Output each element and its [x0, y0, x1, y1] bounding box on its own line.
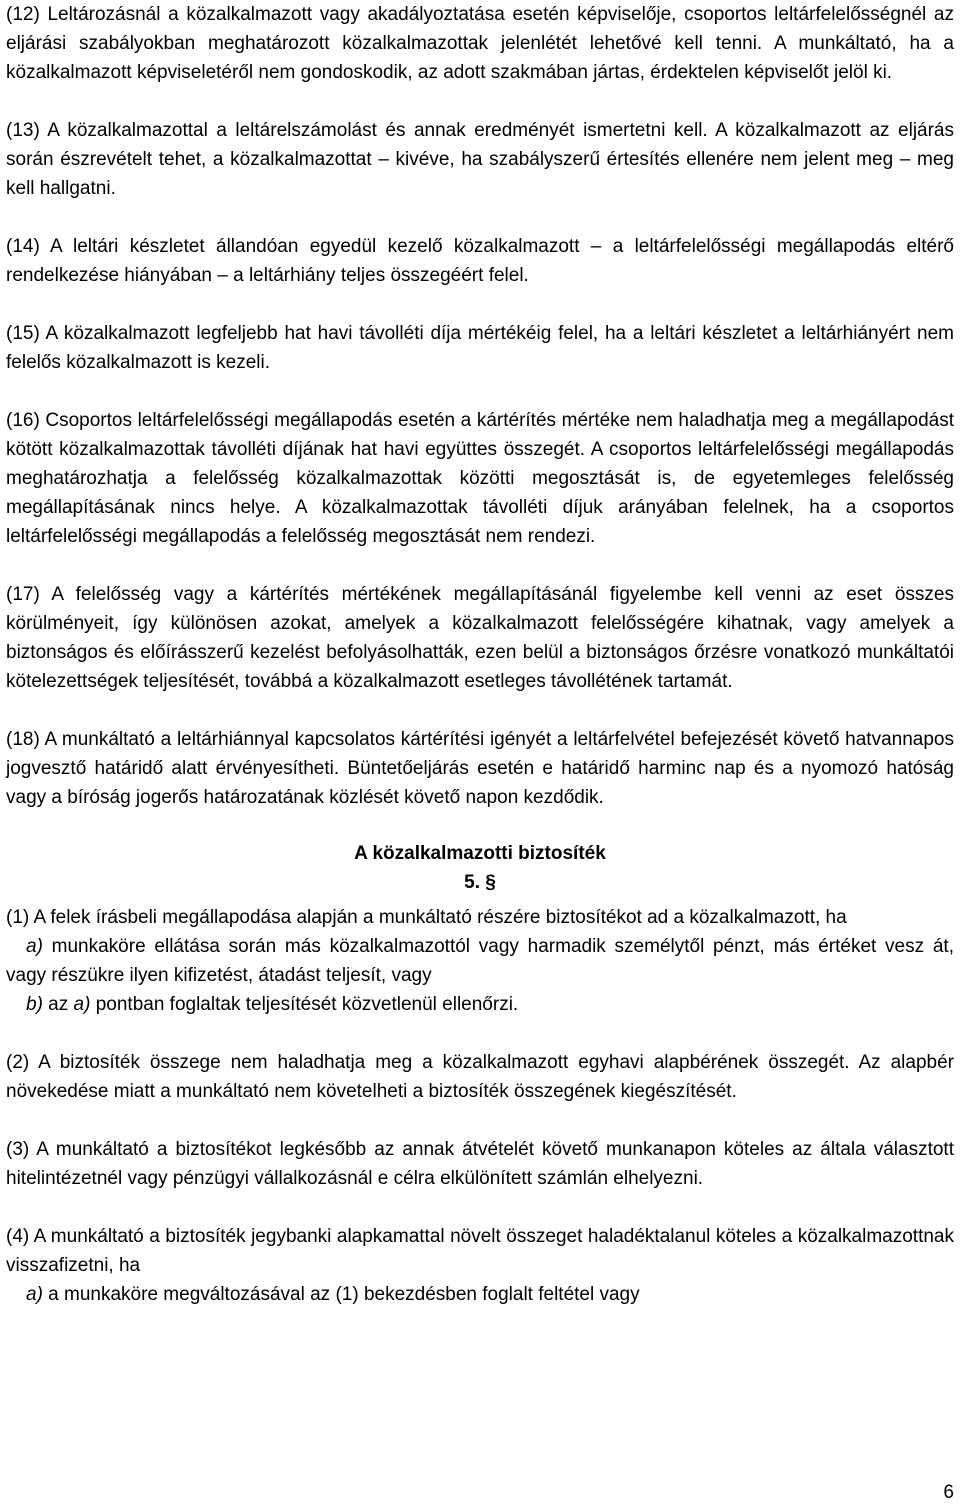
paragraph-2: (2) A biztosíték összege nem haladhatja meg a közalkalmazott egyhavi alapbérének összegét. Az alapbér növekedése miatt a munkáltató nem követelheti a biztosíték összegének kiegészítését. — [6, 1052, 954, 1102]
paragraph-4 — [6, 1222, 954, 1309]
paragraph-18: (18) A munkáltató a leltárhiánnyal kapcsolatos kártérítési igényét a leltárfelvétel befejezését követő hatvannapos jogvesztő határidő alatt érvényesítheti. Büntetőeljárás esetén e határidő harminc nap és a nyomozó hatóság vagy a bíróság jogerős határozatának közlését követő napon kezdődik. — [6, 729, 954, 808]
item-b-marker: b) — [26, 994, 43, 1015]
item-b-ref: a) — [73, 994, 91, 1015]
paragraph-16: (16) Csoportos leltárfelelősségi megállapodás esetén a kártérítés mértéke nem haladhatja meg a megállapodást kötött közalkalmazottak távolléti díjának hat havi együttes összegét. A csoportos leltárfelelősségi megállapodás meghatározhatja a felelősség közalkalmazottak közötti megosztását is, de egyetemleges felelősség megállapításának nincs helye. A közalkalmazottak távolléti díjuk arányában felelnek, ha a csoportos leltárfelelősségi megállapodás a felelősség megosztását nem rendezi. — [6, 410, 954, 547]
item-b-mid: az — [42, 994, 74, 1015]
item-b-text: pontban foglaltak teljesítését közvetlenül ellenőrzi. — [90, 994, 519, 1015]
document-page — [6, 0, 954, 1309]
paragraph-15: (15) A közalkalmazott legfeljebb hat havi távolléti díja mértékéig felel, ha a leltári készletet a leltárhiányért nem felelős közalkalmazott is kezeli. — [6, 323, 954, 373]
paragraph-1-item-a — [6, 932, 954, 990]
section-number: 5. § — [464, 872, 496, 893]
paragraph-13: (13) A közalkalmazottal a leltárelszámolást és annak eredményét ismertetni kell. A közalkalmazott az eljárás során észrevételt tehet, a közalkalmazottat – kivéve, ha szabályszerű értesítés ellenére nem jelent meg – meg kell hallgatni. — [6, 120, 954, 199]
section-heading — [6, 839, 954, 897]
paragraph-3: (3) A munkáltató a biztosítékot legkésőbb az annak átvételét követő munkanapon köteles az általa választott hitelintézetnél vagy pénzügyi vállalkozásnál e célra elkülönített számlán elhelyezni. — [6, 1139, 954, 1189]
paragraph-14: (14) A leltári készletet állandóan egyedül kezelő közalkalmazott – a leltárfelelősségi megállapodás eltérő rendelkezése hiányában – a leltárhiány teljes összegéért felel. — [6, 236, 954, 286]
paragraph-1-item-b — [6, 990, 954, 1019]
paragraph-1 — [6, 903, 954, 1019]
page-number: 6 — [943, 1482, 954, 1503]
item-a-text: a munkaköre megváltozásával az (1) bekezdésben foglalt feltétel vagy — [42, 1284, 640, 1305]
item-a-text: munkaköre ellátása során más közalkalmazottól vagy harmadik személytől pénzt, más értéket vesz át, vagy részükre ilyen kifizetést, átadást teljesít, vagy — [6, 936, 954, 986]
paragraph-1-intro: (1) A felek írásbeli megállapodása alapján a munkáltató részére biztosítékot ad a közalkalmazott, ha — [6, 907, 847, 928]
item-a-marker: a) — [26, 936, 43, 957]
paragraph-17: (17) A felelősség vagy a kártérítés mértékének megállapításánál figyelembe kell venni az eset összes körülményeit, így különösen azokat, amelyek a közalkalmazott felelősségére kihatnak, vagy amelyek a biztonságos és előírásszerű kezelést befolyásolhatták, ezen belül a biztonságos őrzésre vonatkozó munkáltatói kötelezettségek teljesítését, továbbá a közalkalmazott esetleges távollétének tartamát. — [6, 584, 954, 692]
paragraph-4-intro: (4) A munkáltató a biztosíték jegybanki alapkamattal növelt összeget haladéktalanul köteles a közalkalmazottnak visszafizetni, ha — [6, 1226, 954, 1276]
item-a-marker: a) — [26, 1284, 43, 1305]
section-title: A közalkalmazotti biztosíték — [354, 843, 606, 864]
paragraph-12: (12) Leltározásnál a közalkalmazott vagy akadályoztatása esetén képviselője, csoportos leltárfelelősségnél az eljárási szabályokban meghatározott közalkalmazottak jelenlétét lehetővé kell tenni. A munkáltató, ha a közalkalmazott képviseletéről nem gondoskodik, az adott szakmában jártas, érdektelen képviselőt jelöl ki. — [6, 4, 954, 83]
paragraph-4-item-a — [6, 1280, 954, 1309]
